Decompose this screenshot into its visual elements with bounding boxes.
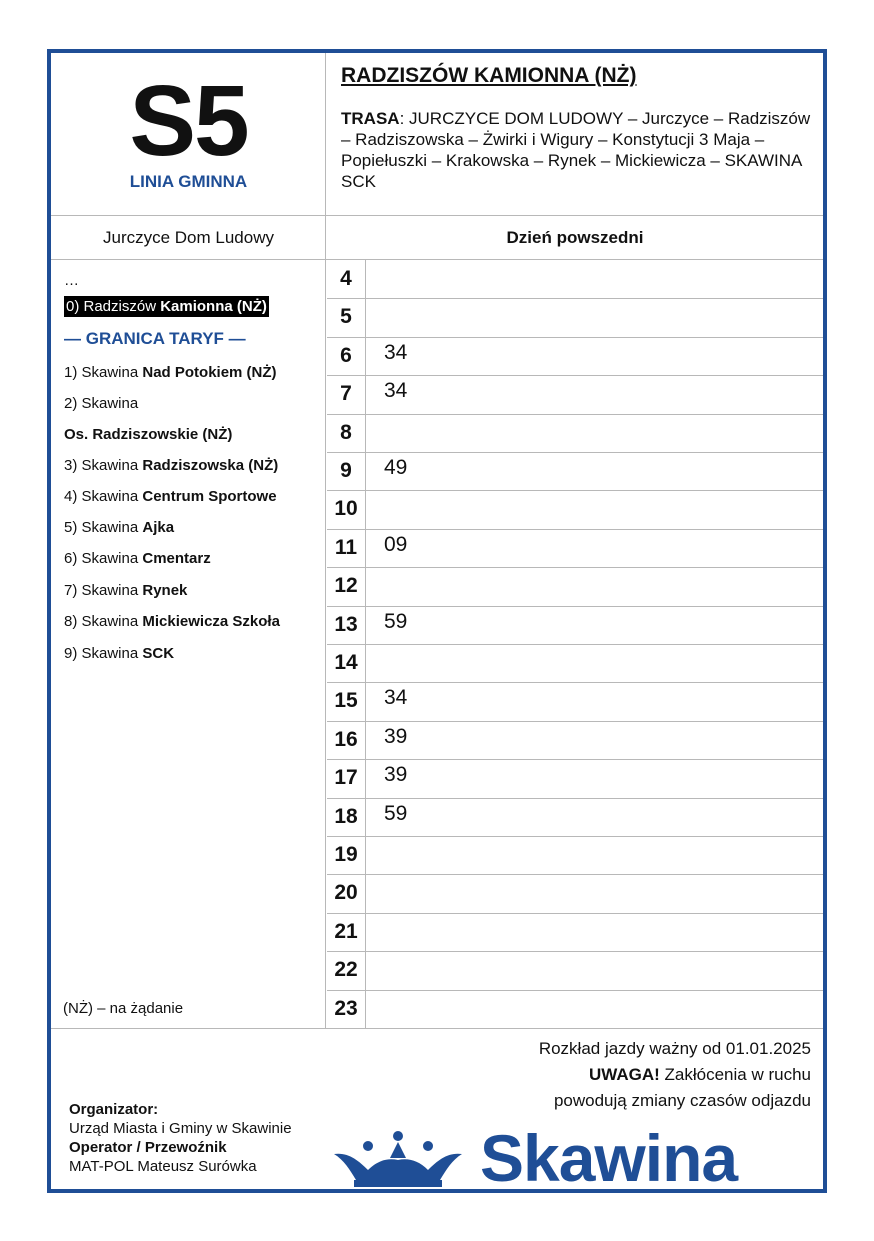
row-divider — [327, 759, 823, 760]
hour-cell: 12 — [334, 574, 358, 598]
stop-item-name: Ajka — [142, 519, 175, 536]
row-divider — [327, 682, 823, 683]
hour-cell: 18 — [334, 804, 358, 828]
stop-item — [64, 395, 138, 412]
table-bottom-divider — [51, 1028, 823, 1029]
operator-label: Operator / Przewoźnik — [69, 1139, 227, 1156]
current-stop-name: Kamionna (NŻ) — [160, 298, 267, 315]
stop-item — [64, 645, 174, 662]
stop-item — [64, 426, 232, 443]
hour-cell: 8 — [340, 420, 352, 444]
minutes-cell: 34 — [384, 379, 408, 403]
hour-cell: 9 — [340, 459, 352, 482]
hour-cell: 10 — [334, 497, 358, 521]
hour-cell: 17 — [334, 766, 358, 790]
on-demand-note: (NŻ) – na żądanie — [63, 1000, 184, 1017]
minutes-cell: 39 — [384, 763, 408, 787]
hour-cell: 22 — [334, 958, 358, 982]
minutes-cell: 59 — [384, 801, 408, 825]
stop-item — [64, 488, 277, 505]
warning-line — [539, 1062, 811, 1088]
route-label: TRASA — [341, 109, 400, 128]
footer-validity — [539, 1036, 811, 1114]
row-divider — [327, 874, 823, 875]
tariff-border: — GRANICA TARYF — — [64, 329, 246, 348]
stop-item — [64, 613, 280, 630]
stop-item — [64, 582, 187, 599]
organizer-name: Urząd Miasta i Gminy w Skawinie — [69, 1120, 292, 1137]
stop-item-prefix: 9) Skawina — [64, 645, 143, 662]
operator-name: MAT-POL Mateusz Surówka — [69, 1158, 257, 1175]
stop-item — [64, 519, 174, 536]
hour-cell: 14 — [334, 651, 358, 674]
hour-cell: 20 — [334, 881, 358, 905]
skawina-logo — [328, 1121, 824, 1195]
line-number: S5 — [129, 65, 248, 177]
stop-item-prefix: 3) Skawina — [64, 457, 143, 474]
row-divider — [327, 644, 823, 645]
minutes-cell: 59 — [384, 609, 408, 633]
logo-text: Skawina — [480, 1121, 738, 1195]
row-divider — [327, 990, 823, 991]
minutes-cell: 39 — [384, 724, 408, 748]
stop-item-prefix: 5) Skawina — [64, 519, 143, 536]
hour-cell: 7 — [340, 382, 352, 406]
warning-label: UWAGA! — [588, 1065, 660, 1084]
day-type-header: Dzień powszedni — [506, 228, 644, 247]
origin-stop: Jurczyce Dom Ludowy — [102, 228, 274, 247]
minutes-cell: 34 — [384, 686, 408, 710]
stop-item-prefix: 7) Skawina — [64, 582, 143, 599]
row-divider — [327, 913, 823, 914]
row-divider — [327, 951, 823, 952]
row-divider — [327, 606, 823, 607]
line-type: LINIA GMINNA — [129, 172, 248, 191]
stop-item — [64, 457, 278, 474]
row-divider — [327, 836, 823, 837]
warning-text: Zakłócenia w ruchu — [659, 1065, 811, 1084]
hour-cell: 19 — [334, 843, 358, 866]
row-divider — [327, 490, 823, 491]
stop-item — [64, 364, 277, 381]
line-header — [51, 53, 326, 215]
stop-item-name: SCK — [142, 645, 175, 662]
row-divider — [327, 721, 823, 722]
stop-item-prefix: 8) Skawina — [64, 613, 143, 630]
hour-cell: 5 — [340, 305, 352, 329]
row-divider — [327, 567, 823, 568]
hour-cell: 11 — [334, 535, 358, 559]
row-divider — [327, 414, 823, 415]
minutes-cell: 34 — [384, 340, 408, 364]
valid-from: Rozkład jazdy ważny od 01.01.2025 — [538, 1039, 811, 1058]
stop-item-prefix: 6) Skawina — [64, 550, 143, 567]
stop-item-prefix: 4) Skawina — [64, 488, 143, 505]
stop-item-name: Mickiewicza Szkoła — [142, 613, 280, 630]
stop-item-prefix: 2) Skawina — [64, 395, 139, 412]
row-divider — [327, 375, 823, 376]
subheader-divider — [51, 259, 823, 260]
hour-cell: 4 — [340, 267, 352, 290]
stop-item-prefix: 1) Skawina — [64, 364, 143, 381]
row-divider — [327, 798, 823, 799]
hour-cell: 6 — [340, 343, 352, 367]
current-stop-prefix: 0) Radziszów — [66, 298, 161, 315]
stop-item-name: Centrum Sportowe — [142, 488, 277, 505]
organizer-label: Organizator: — [69, 1101, 159, 1118]
route-text: : JURCZYCE DOM LUDOWY – Jurczyce – Radziszów – Radziszowska – Żwirki i Wigury – Konstytucji 3 Maja – Popiełuszki – Krakowska – Rynek – Mickiewicza – SKAWINA SCK — [341, 109, 811, 191]
stop-item-name: Cmentarz — [142, 550, 211, 567]
stop-header — [341, 64, 819, 192]
route-description — [341, 108, 819, 192]
stop-item — [64, 550, 211, 567]
hour-cell: 21 — [334, 919, 358, 943]
hour-cell: 15 — [334, 689, 358, 713]
hour-cell: 23 — [334, 996, 358, 1020]
crown-icon — [328, 1130, 468, 1188]
stop-title: RADZISZÓW KAMIONNA (NŻ) — [341, 64, 637, 87]
warning-text-2: powodują zmiany czasów odjazdu — [553, 1091, 811, 1110]
stop-item-name: Os. Radziszowskie (NŻ) — [64, 426, 233, 443]
row-divider — [327, 337, 823, 338]
row-divider — [327, 298, 823, 299]
stop-item-name: Rynek — [142, 582, 188, 599]
footer-organizer — [69, 1100, 292, 1176]
stop-ellipsis: … — [64, 272, 79, 289]
row-divider — [327, 452, 823, 453]
minutes-cell: 09 — [384, 532, 408, 556]
row-divider — [327, 529, 823, 530]
stop-item-name: Nad Potokiem (NŻ) — [142, 364, 277, 381]
current-stop — [64, 296, 269, 317]
minutes-cell: 49 — [384, 456, 408, 479]
stop-item-name: Radziszowska (NŻ) — [142, 457, 279, 474]
hour-cell: 16 — [334, 727, 358, 751]
hour-cell: 13 — [334, 612, 358, 636]
